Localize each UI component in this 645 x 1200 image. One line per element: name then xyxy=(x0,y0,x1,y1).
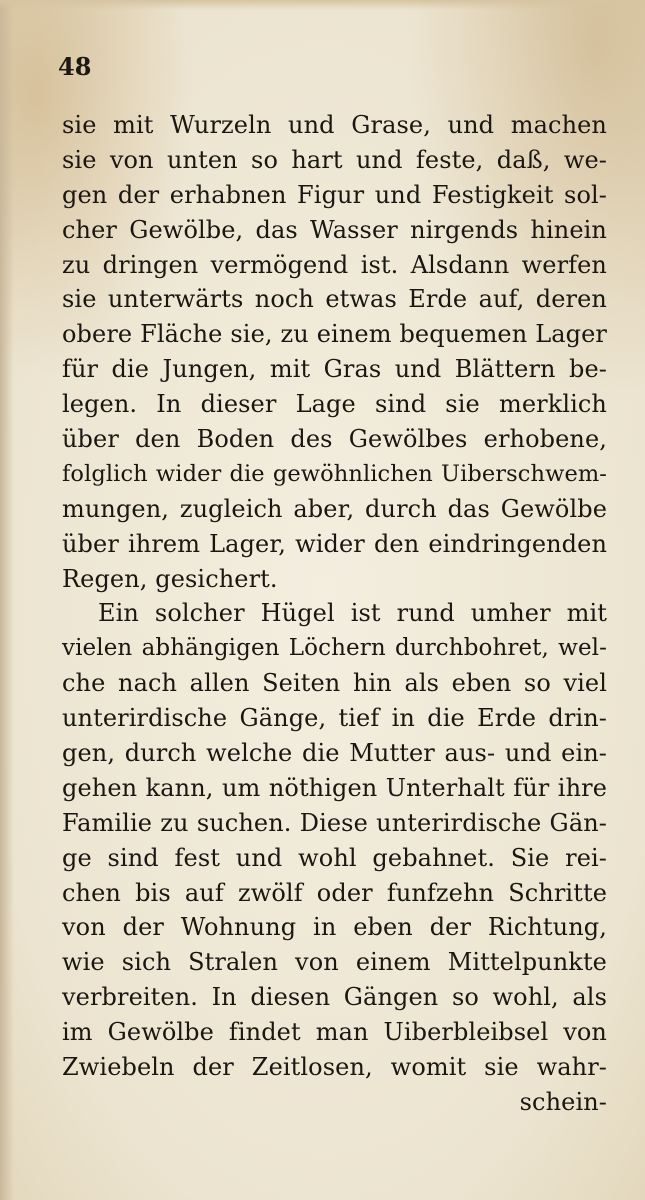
text-line: von der Wohnung in eben der Richtung, xyxy=(62,913,607,942)
text-line: gen, durch welche die Mutter aus- und ein- xyxy=(62,739,607,768)
text-line: mungen, zugleich aber, durch das Gewölbe xyxy=(62,494,607,523)
text-line: ge sind fest und wohl gebahnet. Sie rei- xyxy=(62,843,607,872)
text-line: chen bis auf zwölf oder funfzehn Schritte xyxy=(62,878,607,907)
text-line: cher Gewölbe, das Wasser nirgends hinein xyxy=(62,215,607,244)
text-line: für die Jungen, mit Gras und Blättern be- xyxy=(62,355,607,384)
page-edge-top xyxy=(0,0,645,10)
text-line: verbreiten. In diesen Gängen so wohl, als xyxy=(62,983,607,1012)
text-line: folglich wider die gewöhnlichen Uiberschwem- xyxy=(62,460,607,487)
text-line: gen der erhabnen Figur und Festigkeit sol- xyxy=(62,180,607,209)
text-line: sie von unten so hart und feste, daß, we- xyxy=(62,145,607,174)
text-line: che nach allen Seiten hin als eben so viel xyxy=(62,669,607,698)
text-line: wie sich Stralen von einem Mittelpunkte xyxy=(62,948,607,977)
text-line: sie mit Wurzeln und Grase, und machen xyxy=(62,111,607,139)
text-line: legen. In dieser Lage sind sie merklich xyxy=(62,390,607,419)
text-line: zu dringen vermögend ist. Alsdann werfen xyxy=(62,250,607,279)
text-line: Familie zu suchen. Diese unterirdische Gän- xyxy=(62,808,607,837)
text-line: über ihrem Lager, wider den eindringenden xyxy=(62,529,607,558)
page-edge-left xyxy=(0,0,14,1200)
text-line: sie unterwärts noch etwas Erde auf, deren xyxy=(62,285,607,314)
text-line: gehen kann, um nöthigen Unterhalt für ihre xyxy=(62,773,607,802)
page-number: 48 xyxy=(58,52,92,81)
text-line: Zwiebeln der Zeitlosen, womit sie wahr- xyxy=(62,1053,607,1082)
paragraph-end-line: Regen, gesichert. xyxy=(62,564,278,593)
text-line: über den Boden des Gewölbes erhobene, xyxy=(62,425,607,454)
catchword: schein- xyxy=(519,1087,607,1116)
text-line: im Gewölbe findet man Uiberbleibsel von xyxy=(62,1018,607,1047)
text-line: unterirdische Gänge, tief in die Erde drin- xyxy=(62,704,607,733)
text-line: obere Fläche sie, zu einem bequemen Lager xyxy=(62,320,607,349)
body-text xyxy=(62,108,607,1120)
paragraph-start-line: Ein solcher Hügel ist rund umher mit xyxy=(98,599,607,628)
text-line: vielen abhängigen Löchern durchbohret, wel- xyxy=(62,635,607,662)
